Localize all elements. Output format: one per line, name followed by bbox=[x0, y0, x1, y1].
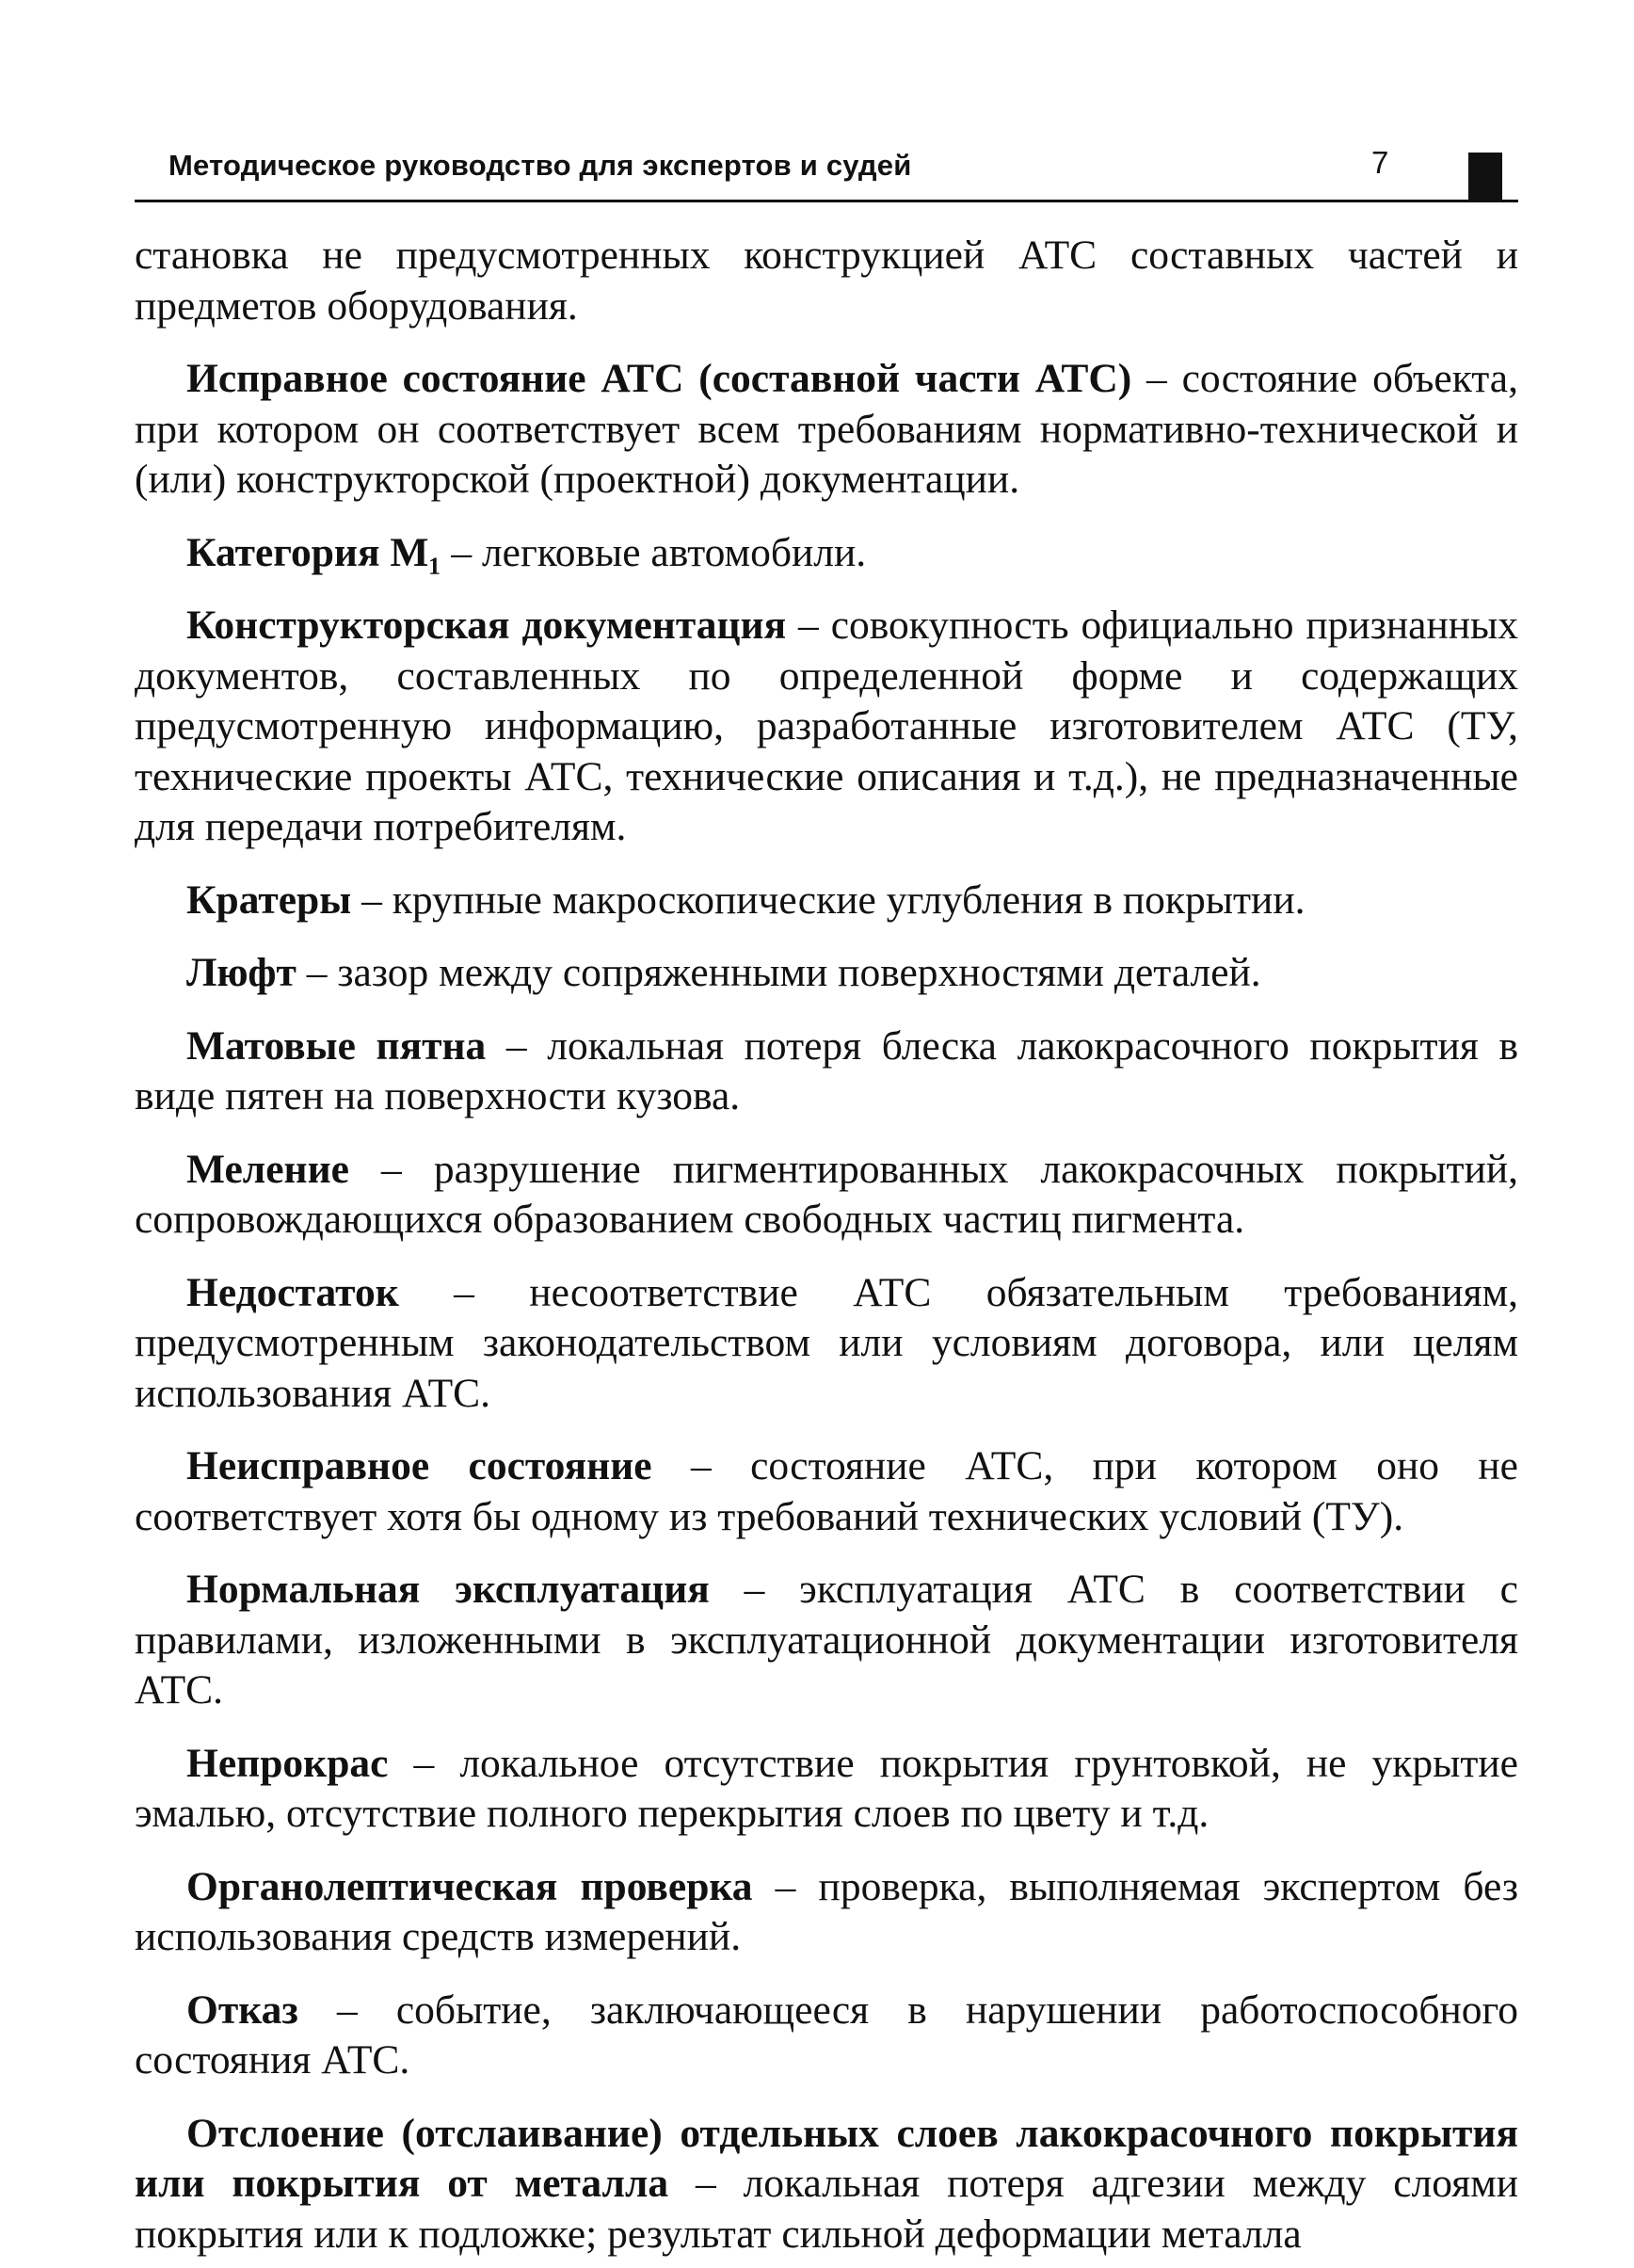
definition-text: – разрушение пигментированных лакокрасочных покрытий, сопровождающихся образованием свободных частиц пигмента. bbox=[135, 1146, 1518, 1242]
definition-term: Отслоение (отслаивание) отдельных слоев лакокрасочного покрытия или покрытия от металла bbox=[135, 2110, 1518, 2206]
paragraph-continuation bbox=[135, 231, 1518, 331]
definition-term: Отказ bbox=[186, 1987, 298, 2033]
definition-text: – локальная потеря адгезии между слоями покрытия или к подложке; результат сильной деформации металла bbox=[135, 2161, 1519, 2257]
definition-paragraph bbox=[135, 1441, 1518, 1542]
definition-text: – несоответствие АТС обязательным требованиям, предусмотренным законодательством или условиям договора, или целям использования АТС. bbox=[135, 1269, 1518, 1416]
definition-text: – легковые автомобили. bbox=[441, 529, 867, 575]
definition-text: – зазор между сопряженными поверхностями деталей. bbox=[296, 950, 1261, 995]
definition-text: – крупные макроскопические углубления в покрытии. bbox=[351, 877, 1306, 923]
definition-paragraph bbox=[135, 1739, 1518, 1840]
definition-paragraph bbox=[135, 1021, 1518, 1122]
definition-term: Категория M₁ bbox=[186, 529, 441, 575]
definition-text: – проверка, выполняемая экспертом без использования средств измерений. bbox=[135, 1863, 1519, 1959]
definition-text: – состояние АТС, при котором оно не соответствует хотя бы одному из требований технических условий (ТУ). bbox=[135, 1443, 1518, 1539]
definition-term: Люфт bbox=[186, 950, 296, 995]
definition-term: Нормальная эксплуатация bbox=[186, 1567, 710, 1612]
definition-text: – локальная потеря блеска лакокрасочного покрытия в виде пятен на поверхности кузова. bbox=[135, 1022, 1518, 1118]
definition-paragraph bbox=[135, 1986, 1518, 2086]
definition-paragraph bbox=[135, 354, 1518, 506]
definition-text: становка не предусмотренных конструкцией АТС составных частей и предметов оборудования. bbox=[135, 233, 1518, 329]
definition-text: – совокупность официально признанных документов, составленных по определенной форме и содержащих предусмотренную информацию, разработанные изготовителем АТС (ТУ, технические проекты АТС, технические описания и т.д.), не предназначенные для передачи потребителям. bbox=[135, 603, 1518, 849]
definition-term: Матовые пятна bbox=[186, 1022, 487, 1069]
definition-paragraph bbox=[135, 601, 1518, 853]
definition-term: Неисправное состояние bbox=[186, 1443, 652, 1488]
definition-term: Недостаток bbox=[186, 1269, 399, 1315]
document-page bbox=[135, 141, 1518, 2260]
definition-text: – локальное отсутствие покрытия грунтовкой, не укрытие эмалью, отсутствие полного перекрытия слоев по цвету и т.д. bbox=[135, 1740, 1518, 1836]
definition-term: Непрокрас bbox=[186, 1740, 389, 1786]
definition-paragraph bbox=[135, 948, 1518, 999]
definition-paragraph bbox=[135, 1862, 1518, 1963]
definition-text: – состояние объекта, при котором он соответствует всем требованиям нормативно-технической и (или) конструкторской (проектной) документации. bbox=[135, 356, 1518, 502]
body-text bbox=[135, 231, 1518, 2260]
definition-text: – событие, заключающееся в нарушении работоспособного состояния АТС. bbox=[135, 1987, 1518, 2083]
running-title: Методическое руководство для экспертов и судей bbox=[168, 149, 912, 182]
definition-paragraph bbox=[135, 1145, 1518, 1246]
definition-term: Исправное состояние АТС (составной части АТС) bbox=[186, 356, 1132, 401]
definition-paragraph bbox=[135, 876, 1518, 926]
running-header bbox=[135, 141, 1518, 202]
definition-paragraph bbox=[135, 2109, 1518, 2260]
definition-text: – эксплуатация АТС в соответствии с правилами, изложенными в эксплуатационной документации изготовителя АТС. bbox=[135, 1567, 1518, 1713]
definition-term: Кратеры bbox=[186, 877, 352, 923]
definition-paragraph bbox=[135, 1268, 1518, 1420]
definition-term: Конструкторская документация bbox=[186, 603, 787, 648]
definition-term: Органолептическая проверка bbox=[186, 1863, 753, 1909]
page-number: 7 bbox=[1371, 145, 1389, 180]
definition-paragraph bbox=[135, 1565, 1518, 1716]
definition-term: Меление bbox=[186, 1146, 349, 1192]
definition-paragraph bbox=[135, 528, 1518, 579]
thumb-index-mark bbox=[1468, 153, 1502, 201]
